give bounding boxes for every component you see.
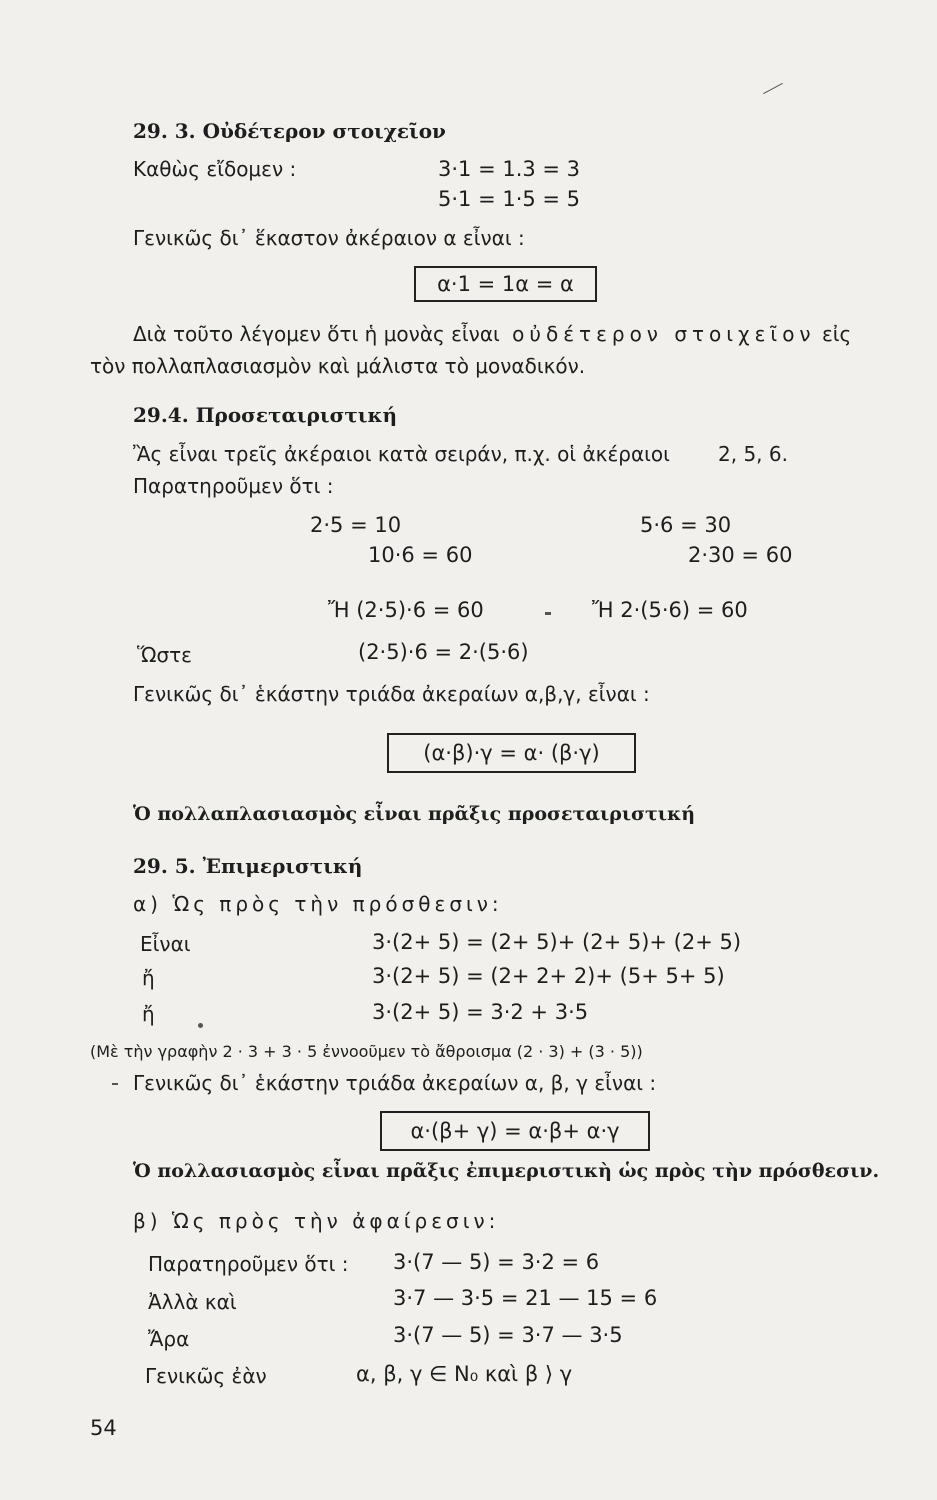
sec294-eq-left-3: Ἤ (2·5)·6 = 60: [328, 598, 484, 622]
sec294-general: Γενικῶς δι᾽ ἑκάστην τριάδα ἀκεραίων α,β,γ, εἶναι :: [133, 682, 650, 706]
section-29-4-title: 29.4. Προσεταιριστική: [133, 403, 397, 427]
scan-mark: [763, 83, 783, 94]
sec295-eq4: 3·(7 — 5) = 3·2 = 6: [393, 1250, 600, 1274]
sec295-label6: Ἄρα: [148, 1327, 190, 1351]
sec295-eq7: α, β, γ ∈ N₀ καὶ β ⟩ γ: [356, 1362, 573, 1386]
sec293-intro: Καθὼς εἴδομεν :: [133, 157, 297, 181]
sec293-general: Γενικῶς δι᾽ ἕκαστον ἀκέραιον α εἶναι :: [133, 226, 525, 250]
sec294-eq-left-1: 2·5 = 10: [310, 513, 402, 537]
scan-dash: [545, 612, 551, 615]
sec294-eq-right-3: Ἤ 2·(5·6) = 60: [592, 598, 748, 622]
sec295-eq5: 3·7 — 3·5 = 21 — 15 = 6: [393, 1286, 658, 1310]
sec295-boxed-identity: α·(β+ γ) = α·β+ α·γ: [380, 1111, 650, 1151]
sec295-eq1: 3·(2+ 5) = (2+ 5)+ (2+ 5)+ (2+ 5): [372, 930, 742, 954]
sec294-line2: Παρατηροῦμεν ὅτι :: [133, 474, 334, 498]
sec294-eq-right-2: 2·30 = 60: [688, 543, 793, 567]
sec293-conclusion-b: εἰς: [821, 322, 852, 346]
sec295-label1: Εἶναι: [140, 932, 191, 956]
sec295-label4: Παρατηροῦμεν ὅτι :: [148, 1252, 349, 1276]
sec293-conclusion-a: Διὰ τοῦτο λέγομεν ὅτι ἡ μονὰς εἶναι: [133, 322, 500, 346]
section-29-5-title: 29. 5. Ἐπιμεριστική: [133, 854, 363, 878]
sec294-eq-right-1: 5·6 = 30: [640, 513, 732, 537]
sec294-boxed-identity: (α·β)·γ = α· (β·γ): [387, 733, 636, 773]
sec294-line1-numbers: 2, 5, 6.: [718, 442, 788, 466]
sec293-boxed-identity: α·1 = 1α = α: [414, 266, 597, 302]
section-29-3-title: 29. 3. Οὐδέτερον στοιχεῖον: [133, 119, 446, 143]
sec295-statement: Ὁ πολλασιασμὸς εἶναι πρᾶξις ἐπιμεριστικὴ ὡς πρὸς τὴν πρόσθεσιν.: [133, 1160, 880, 1182]
sec294-hoste: Ὥστε: [137, 643, 192, 667]
sec293-conclusion-line1: [133, 322, 851, 346]
sec294-line1: Ἂς εἶναι τρεῖς ἀκέραιοι κατὰ σειράν, π.χ. οἱ ἀκέραιοι: [133, 442, 670, 466]
sec295-label7: Γενικῶς ἐὰν: [145, 1364, 267, 1388]
sec293-eq2: 5·1 = 1·5 = 5: [438, 187, 581, 211]
sec295-eq3: 3·(2+ 5) = 3·2 + 3·5: [372, 1000, 589, 1024]
sec294-eq-left-2: 10·6 = 60: [368, 543, 473, 567]
sec295-general: Γενικῶς δι᾽ ἑκάστην τριάδα ἀκεραίων α, β, γ εἶναι :: [133, 1071, 657, 1095]
scan-dot: [198, 1023, 203, 1028]
sec293-eq1: 3·1 = 1.3 = 3: [438, 157, 581, 181]
sec295-sub-a: α) Ὡς πρὸς τὴν πρόσθεσιν:: [133, 892, 503, 916]
sec295-label3: ἤ: [142, 1002, 155, 1026]
sec295-label2: ἤ: [142, 966, 155, 990]
sec294-statement: Ὁ πολλαπλασιασμὸς εἶναι πρᾶξις προσεταιριστική: [133, 803, 696, 825]
sec294-eq-hoste: (2·5)·6 = 2·(5·6): [358, 640, 529, 664]
sec295-sub-b: β) Ὡς πρὸς τὴν ἀφαίρεσιν:: [133, 1209, 500, 1233]
sec295-note: (Μὲ τὴν γραφὴν 2 · 3 + 3 · 5 ἐννοοῦμεν τὸ ἄθροισμα (2 · 3) + (3 · 5)): [90, 1042, 643, 1061]
page-number: 54: [90, 1416, 117, 1440]
sec293-conclusion-spaced: οὐδέτερον στοιχεῖον: [512, 322, 816, 346]
sec295-label5: Ἀλλὰ καὶ: [148, 1290, 237, 1314]
scan-dash: [112, 1083, 118, 1085]
sec293-conclusion-line2: τὸν πολλαπλασιασμὸν καὶ μάλιστα τὸ μοναδικόν.: [90, 354, 586, 378]
sec295-eq6: 3·(7 — 5) = 3·7 — 3·5: [393, 1323, 623, 1347]
sec295-eq2: 3·(2+ 5) = (2+ 2+ 2)+ (5+ 5+ 5): [372, 964, 725, 988]
